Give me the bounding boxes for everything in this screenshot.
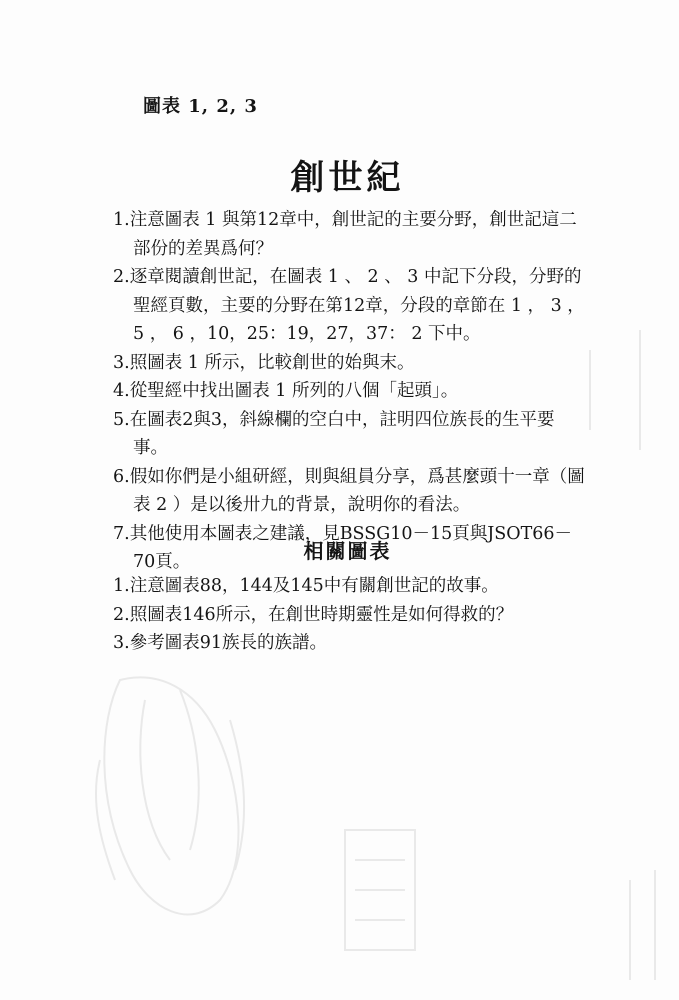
list-item: [113, 263, 588, 349]
item-number: 3.: [113, 352, 130, 373]
list-item: [113, 572, 588, 601]
item-text: 注意圖表88，144及145中有關創世記的故事。: [129, 576, 499, 596]
item-number: 4.: [113, 381, 130, 401]
list-item: [113, 206, 588, 263]
page-title: 創世紀: [290, 158, 405, 198]
item-text: 逐章閱讀創世記，在圖表 1 、 2 、 3 中記下分段，分野的聖經頁數，主要的分野在第12章，分段的章節在 1 ， 3 ， 5 ， 6 ，10，25：19，27，37： 2 下中。: [129, 267, 585, 344]
chart-label: 圖表 1, 2, 3: [143, 96, 258, 117]
list-item: [113, 377, 588, 406]
item-text: 在圖表2與3，斜線欄的空白中，註明四位族長的生平要事。: [129, 409, 555, 458]
related-charts-heading: 相關圖表: [303, 539, 392, 563]
list-item: [113, 349, 588, 378]
item-text: 從聖經中找出圖表 1 所列的八個「起頭」。: [129, 381, 459, 401]
item-text: 參考圖表91族長的族譜。: [129, 633, 327, 653]
item-text: 假如你們是小組研經，則與組員分享，爲甚麼頭十一章（圖表 2 ）是以後卅九的背景，說明你的看法。: [129, 466, 585, 515]
item-number: 2.: [113, 267, 130, 287]
question-list: [113, 206, 588, 577]
list-item: [113, 629, 588, 658]
item-text: 注意圖表 1 與第12章中，創世記的主要分野，創世記這二部份的差異爲何？: [129, 210, 577, 259]
item-number: 6.: [113, 466, 130, 487]
list-item: [113, 406, 588, 463]
list-item: [113, 601, 588, 630]
list-item: [113, 463, 588, 520]
item-number: 1.: [113, 210, 130, 230]
item-number: 7.: [113, 523, 130, 544]
item-number: 1.: [113, 576, 130, 596]
item-text: 其他使用本圖表之建議，見BSSG10－15頁與JSOT66－70頁。: [129, 523, 573, 572]
item-number: 3.: [113, 633, 130, 653]
item-number: 5.: [113, 409, 130, 430]
related-charts-list: [113, 572, 588, 658]
item-text: 照圖表 1 所示，比較創世的始與末。: [129, 352, 415, 373]
item-number: 2.: [113, 604, 130, 625]
item-text: 照圖表146所示，在創世時期靈性是如何得救的？: [129, 604, 514, 625]
